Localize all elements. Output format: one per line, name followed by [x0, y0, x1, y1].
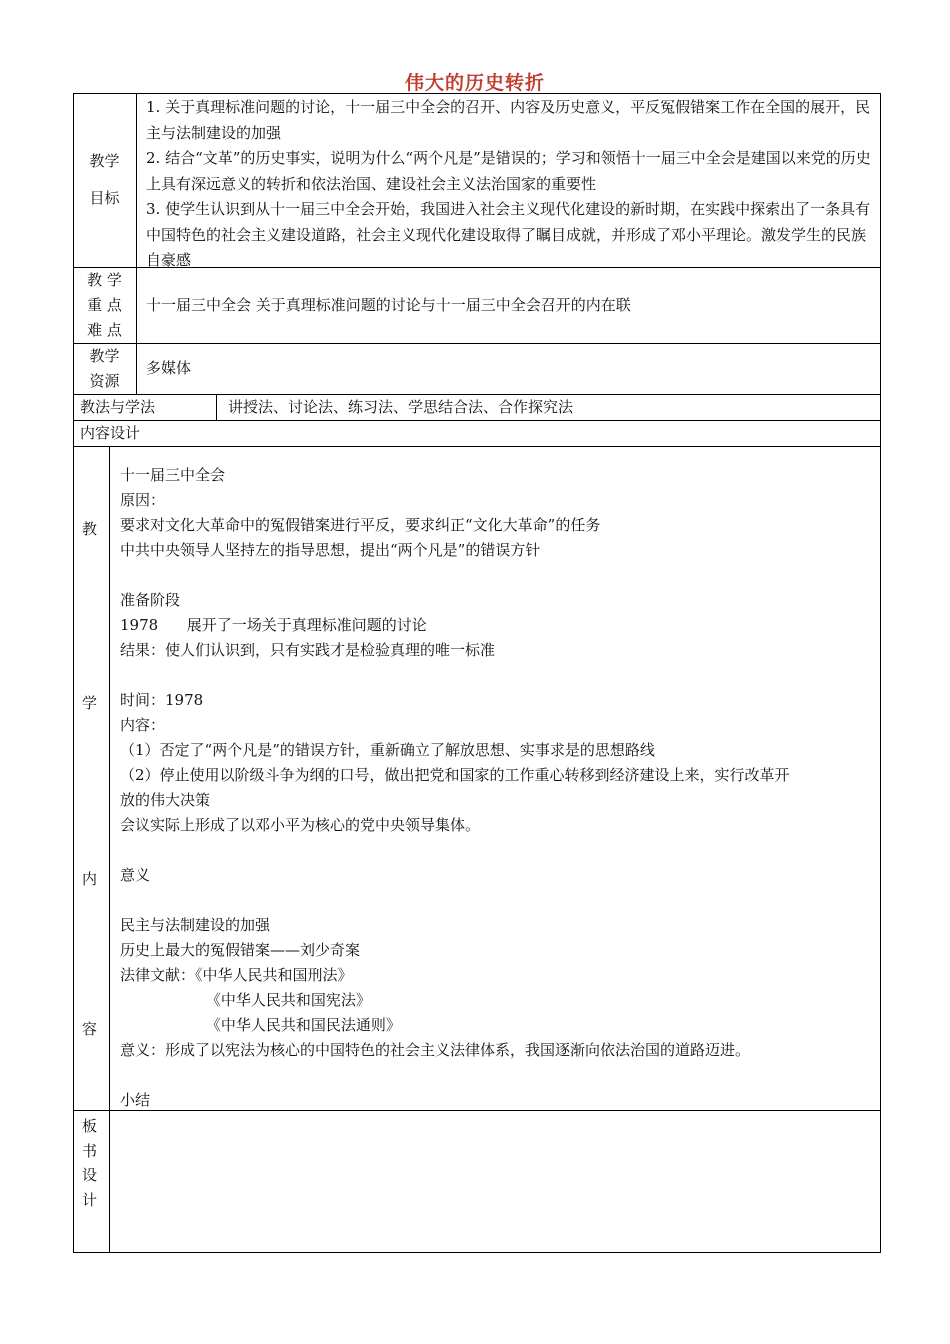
column-divider — [109, 446, 110, 1253]
document-title: 伟大的历史转折 — [404, 72, 545, 94]
row-divider — [73, 446, 881, 447]
content-line — [120, 838, 876, 863]
content-line: 结果：使人们认识到，只有实践才是检验真理的唯一标准 — [120, 641, 496, 659]
objective-item: 1. 关于真理标准问题的讨论，十一届三中全会的召开、内容及历史意义，平反冤假错案工作在全国的展开，民主与法制建设的加强 — [146, 98, 871, 142]
content-line: 要求对文化大革命中的冤假错案进行平反，要求纠正“文化大革命”的任务 — [120, 516, 601, 534]
column-divider — [216, 394, 217, 420]
content-line: 中共中央领导人坚持左的指导思想，提出“两个凡是”的错误方针 — [120, 541, 541, 559]
content-line: 《中华人民共和国宪法》 — [120, 991, 371, 1009]
content-line: （2）停止使用以阶级斗争为纲的口号，做出把党和国家的工作重心转移到经济建设上来，实行改革开 — [120, 766, 790, 784]
content-line: 1978 展开了一场关于真理标准问题的讨论 — [120, 616, 427, 634]
objective-item: 3. 使学生认识到从十一届三中全会开始，我国进入社会主义现代化建设的新时期，在实践中探索出了一条具有中国特色的社会主义建设道路，社会主义现代化建设取得了瞩目成就，并形成了邓小平理论。激发学生的民族自豪感 — [146, 200, 871, 269]
content-line: 意义：形成了以宪法为核心的中国特色的社会主义法律体系，我国逐渐向依法治国的道路迈进。 — [120, 1041, 751, 1059]
objectives-label: 教学 目标 — [89, 152, 120, 207]
content-line: 时间：1978 — [120, 691, 204, 709]
resources-text: 多媒体 — [146, 359, 192, 377]
teaching-content-label-char: 内 — [82, 870, 98, 888]
content-line: 放的伟大决策 — [120, 791, 211, 809]
content-line: （1）否定了“两个凡是”的错误方针，重新确立了解放思想、实事求是的思想路线 — [120, 741, 655, 759]
teaching-content-label-char: 学 — [82, 694, 98, 712]
objective-item: 2. 结合“文革”的历史事实，说明为什么“两个凡是”是错误的；学习和领悟十一届三中全会是建国以来党的历史上具有深远意义的转折和依法治国、建设社会主义法治国家的重要性 — [146, 149, 871, 193]
content-line — [120, 888, 876, 913]
teaching-content-label-char: 教 — [82, 520, 98, 538]
board-design-label-char: 设 — [82, 1166, 98, 1184]
content-line — [120, 663, 876, 688]
board-design-label-char: 板 — [82, 1117, 98, 1135]
content-design-label: 内容设计 — [80, 424, 141, 442]
teaching-content-body — [120, 463, 876, 1113]
content-line: 法律文献：《中华人民共和国刑法》 — [120, 966, 353, 984]
content-line — [120, 1063, 876, 1088]
row-divider — [73, 343, 881, 344]
content-line: 《中华人民共和国民法通则》 — [120, 1016, 401, 1034]
content-line: 会议实际上形成了以邓小平为核心的党中央领导集体。 — [120, 816, 481, 834]
key-points-text: 十一届三中全会 关于真理标准问题的讨论与十一届三中全会召开的内在联 — [146, 296, 631, 314]
content-line: 小结 — [120, 1091, 151, 1109]
row-divider — [73, 420, 881, 421]
content-line — [120, 563, 876, 588]
column-divider — [136, 93, 137, 394]
board-design-label-char: 书 — [82, 1142, 98, 1160]
content-line: 内容： — [120, 716, 166, 734]
content-line: 原因： — [120, 491, 166, 509]
resources-label: 教学 资源 — [89, 347, 120, 390]
objectives-content — [146, 95, 874, 274]
content-line: 民主与法制建设的加强 — [120, 916, 271, 934]
content-line: 准备阶段 — [120, 591, 181, 609]
methods-text: 讲授法、讨论法、练习法、学思结合法、合作探究法 — [228, 398, 574, 416]
board-design-label-char: 计 — [82, 1191, 98, 1209]
content-line: 历史上最大的冤假错案——刘少奇案 — [120, 941, 361, 959]
teaching-content-label-char: 容 — [82, 1020, 98, 1038]
content-line: 意义 — [120, 866, 151, 884]
content-line: 十一届三中全会 — [120, 466, 226, 484]
key-points-label: 教 学 重 点 难 点 — [87, 271, 122, 339]
methods-label: 教法与学法 — [80, 398, 156, 416]
